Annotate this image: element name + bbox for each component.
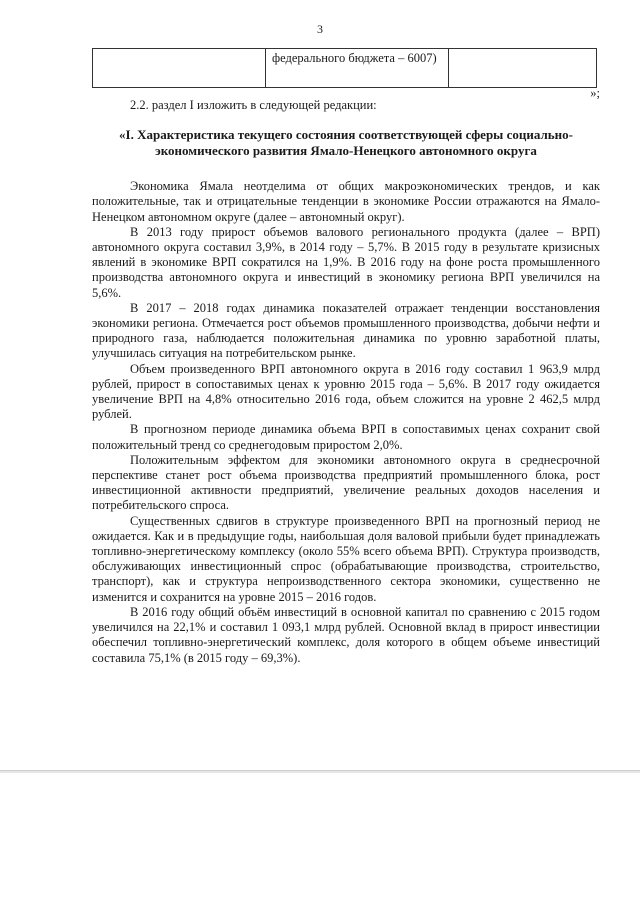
paragraph: Экономика Ямала неотделима от общих макроэкономических трендов, и как положительные, так и отрицательные тенденции в экономике России отражаются на Ямало-Ненецком автономном округе (далее – автономный округ). <box>92 179 600 224</box>
amendment-line: 2.2. раздел I изложить в следующей редакции: <box>130 98 377 112</box>
continued-table <box>92 48 597 88</box>
table-cell <box>449 49 597 88</box>
page-number: 3 <box>317 22 323 36</box>
table-cell: федерального бюджета – 6007) <box>266 49 449 88</box>
paragraph: В 2017 – 2018 годах динамика показателей отражает тенденции восстановления экономики региона. Отмечается рост объемов промышленного производства, добычи нефти и природного газа, наблюдается положительная динамика по уровню заработной платы, улучшилась ситуация на потребительском рынке. <box>92 300 600 361</box>
paragraph: Объем произведенного ВРП автономного округа в 2016 году составил 1 963,9 млрд рублей, прирост в сопоставимых ценах к уровню 2015 года – 5,6%. В 2017 году ожидается увеличение ВРП на 4,8% относительно 2016 года, объем сложится на уровне 2 462,5 млрд рублей. <box>92 361 600 422</box>
paragraph: В 2016 году общий объём инвестиций в основной капитал по сравнению с 2015 годом увеличился на 22,1% и составил 1 093,1 млрд рублей. Основной вклад в прирост инвестиции обеспечил топливно-энергетический комплекс, доля которого в общем объеме инвестиций составила 75,1% (в 2015 году – 69,3%). <box>92 604 600 665</box>
table-row <box>93 49 597 88</box>
paragraph: Существенных сдвигов в структуре произведенного ВРП на прогнозный период не ожидается. Как и в предыдущие годы, наибольшая доля валовой прибыли будет принадлежать топливно-энергетическому комплексу (около 55% всего объема ВРП). Структура производств, обслуживающих инвестиционный спрос (обрабатывающие производства, строительство, транспорт), как и структура непроизводственного сектора экономики, существенно не изменится и сохранится на уровне 2015 – 2016 годов. <box>92 513 600 604</box>
section-title: «I. Характеристика текущего состояния соответствующей сферы социально-экономического развития Ямало-Ненецкого автономного округа <box>119 127 573 159</box>
blank-area <box>0 771 640 905</box>
document-body <box>92 98 600 666</box>
table-cell <box>93 49 266 88</box>
paragraph: Положительным эффектом для экономики автономного округа в среднесрочной перспективе станет рост объема производства предприятий промышленного блока, рост инвестиционной активности предприятий, увеличение реальных доходов населения и потребительского спроса. <box>92 452 600 513</box>
paragraph: В прогнозном периоде динамика объема ВРП в сопоставимых ценах сохранит свой положительный тренд со среднегодовым приростом 2,0%. <box>92 422 600 452</box>
closing-quote-mark: »; <box>590 86 600 100</box>
paragraph: В 2013 году прирост объемов валового регионального продукта (далее – ВРП) автономного округа составил 3,9%, в 2014 году – 5,7%. В 2015 году в результате кризисных явлений в экономике ВРП сократился на 1,9%. В 2016 году на фоне роста промышленного производства автономного округа и инвестиций в экономику региона ВРП увеличился на 5,6%. <box>92 224 600 300</box>
